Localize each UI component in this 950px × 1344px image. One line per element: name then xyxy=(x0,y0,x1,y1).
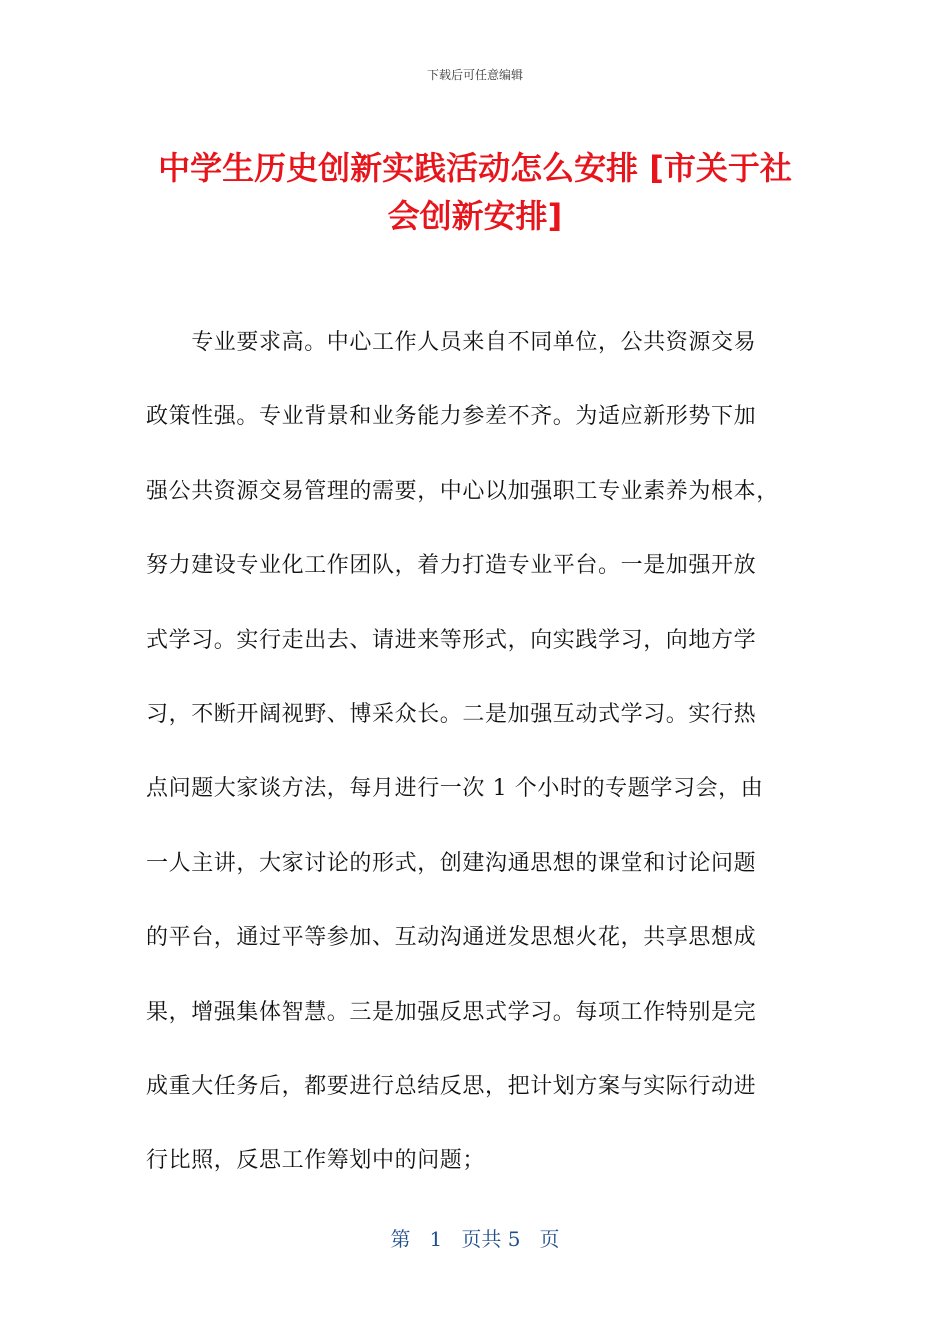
body-line: 专业要求高。中心工作人员来自不同单位，公共资源交易 xyxy=(146,330,757,355)
body-line: 强公共资源交易管理的需要，中心以加强职工专业素养为根本， xyxy=(146,478,779,504)
body-line: 点问题大家谈方法，每月进行一次 1 个小时的专题学习会，由 xyxy=(146,776,764,802)
body-line: 成重大任务后，都要进行总结反思，把计划方案与实际行动进 xyxy=(146,1073,757,1099)
header-note: 下载后可任意编辑 xyxy=(426,68,523,82)
page-footer xyxy=(0,1224,950,1254)
document-title xyxy=(120,144,830,240)
page-label-prefix: 第 xyxy=(390,1227,411,1251)
total-pages-number: 5 xyxy=(507,1227,521,1251)
page-label-mid: 页共 xyxy=(461,1227,502,1251)
body-line: 行比照，反思工作筹划中的问题； xyxy=(146,1148,486,1174)
page-label-suffix: 页 xyxy=(539,1227,560,1251)
body-line: 努力建设专业化工作团队，着力打造专业平台。一是加强开放 xyxy=(146,553,757,579)
body-line: 一人主讲，大家讨论的形式，创建沟通思想的课堂和讨论问题 xyxy=(146,850,757,876)
document-body xyxy=(146,323,806,1216)
body-line: 政策性强。专业背景和业务能力参差不齐。为适应新形势下加 xyxy=(146,404,757,430)
document-title-line: 中学生历史创新实践活动怎么安排 [市关于社 xyxy=(158,149,792,187)
current-page-number: 1 xyxy=(429,1227,443,1251)
body-line: 式学习。实行走出去、请进来等形式，向实践学习，向地方学 xyxy=(146,627,757,653)
body-line: 的平台，通过平等参加、互动沟通迸发思想火花，共享思想成 xyxy=(146,925,757,951)
body-line: 果，增强集体智慧。三是加强反思式学习。每项工作特别是完 xyxy=(146,999,757,1025)
document-title-line: 会创新安排] xyxy=(387,197,563,235)
body-line: 习，不断开阔视野、博采众长。二是加强互动式学习。实行热 xyxy=(146,701,757,727)
